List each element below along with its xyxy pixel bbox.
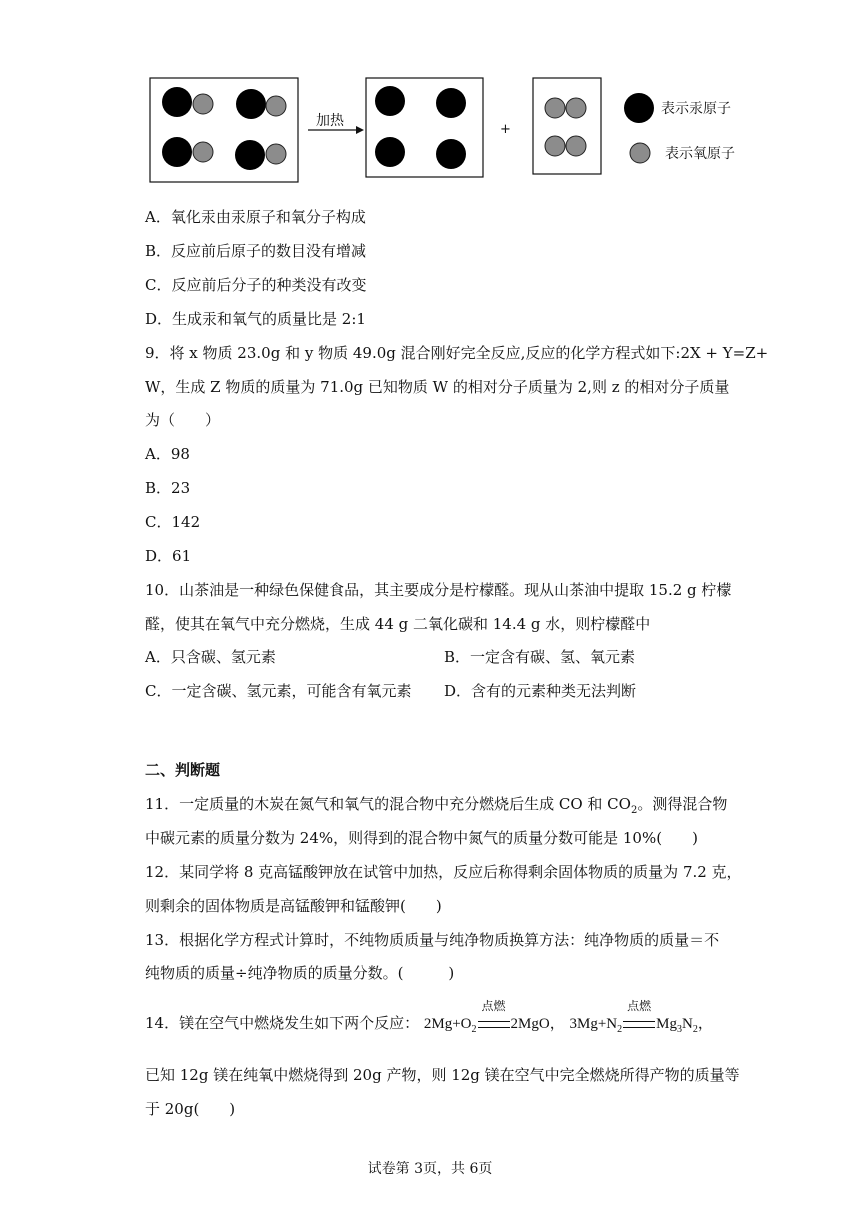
q10-option-a: A．只含碳、氢元素 (145, 648, 276, 666)
mercury-atom (436, 88, 466, 118)
oxygen-molecule (545, 98, 586, 118)
hgo-molecule (236, 89, 286, 119)
q9-stem-line2: W，生成 Z 物质的质量为 71.0g 已知物质 W 的相对分子质量为 2,则 z 的相对分子质量 (145, 378, 730, 396)
legend-mercury-label: 表示汞原子 (661, 101, 731, 117)
q9-option-a: A．98 (145, 445, 190, 463)
q14-stem-line3: 于 20g( ) (145, 1100, 236, 1118)
q9-stem-line1: 9．将 x 物质 23.0g 和 y 物质 49.0g 混合刚好完全反应,反应的化学方程式如下:2X + Y=Z+ (145, 344, 769, 362)
q8-option-c: C．反应前后分子的种类没有改变 (145, 276, 367, 294)
hgo-molecule (162, 137, 213, 167)
q10-stem-line2: 醛，使其在氧气中充分燃烧，生成 44 g 二氧化碳和 14.4 g 水，则柠檬醛中 (145, 615, 651, 633)
mercury-atom (436, 139, 466, 169)
q8-option-d: D．生成汞和氧气的质量比是 2:1 (145, 310, 366, 328)
hgo-molecule (235, 140, 286, 170)
q12-stem-line2: 则剩余的固体物质是高锰酸钾和锰酸钾( ) (145, 897, 442, 915)
q13-stem-line1: 13．根据化学方程式计算时，不纯物质质量与纯净物质换算方法：纯净物质的质量＝不 (145, 931, 720, 949)
legend-oxygen-label: 表示氧原子 (665, 146, 735, 162)
q14-stem-line2: 已知 12g 镁在纯氧中燃烧得到 20g 产物，则 12g 镁在空气中完全燃烧所得产物的质量等 (145, 1066, 740, 1084)
q11-stem-line1: 11．一定质量的木炭在氮气和氧气的混合物中充分燃烧后生成 CO 和 $CO_2$。测得混合物 (145, 795, 728, 816)
q13-stem-line2: 纯物质的质量÷纯净物质的质量分数。( ) (145, 964, 455, 982)
hgo-molecule (162, 87, 213, 117)
q9-option-c: C．142 (145, 513, 201, 531)
legend-oxygen-icon (630, 143, 650, 163)
q10-option-c: C．一定含碳、氢元素，可能含有氧元素 (145, 682, 412, 700)
q8-option-a: A．氧化汞由汞原子和氧分子构成 (145, 208, 366, 226)
q8-option-b: B．反应前后原子的数目没有增减 (145, 242, 367, 260)
q9-option-d: D．61 (145, 547, 192, 565)
q9-stem-line3: 为（ ） (145, 411, 221, 429)
equation-1: $2Mg+O_2$ 点燃 2MgO (423, 999, 550, 1035)
mercury-oxide-decomposition-diagram (0, 0, 860, 200)
mercury-atom (375, 137, 405, 167)
oxygen-box (533, 78, 601, 174)
mercury-atom (375, 86, 405, 116)
q10-option-d: D．含有的元素种类无法判断 (444, 682, 637, 700)
legend-mercury-icon (624, 93, 654, 123)
q10-option-b: B．一定含有碳、氢、氧元素 (444, 648, 636, 666)
plus-sign: + (500, 122, 511, 137)
q11-stem-line2: 中碳元素的质量分数为 24%，则得到的混合物中氮气的质量分数可能是 10%( ) (145, 829, 698, 847)
oxygen-molecule (545, 136, 586, 156)
equation-2: $3Mg+N_2$ 点燃 $Mg_3N_2$ (569, 999, 698, 1035)
q12-stem-line1: 12．某同学将 8 克高锰酸钾放在试管中加热，反应后称得剩余固体物质的质量为 7.2 克， (145, 863, 742, 881)
q14-stem-line1: 14．镁在空气中燃烧发生如下两个反应： $2Mg+O_2$ 点燃 2MgO， $3Mg+N_2$ 点燃 $Mg_3N_2$， (145, 999, 713, 1035)
page-footer: 试卷第 3页，共 6页 (367, 1161, 493, 1177)
q10-stem-line1: 10．山茶油是一种绿色保健食品，其主要成分是柠檬醛。现从山茶油中提取 15.2 g 柠檬 (145, 581, 732, 599)
section-title: 二、判断题 (145, 761, 221, 779)
arrow-label: 加热 (316, 113, 344, 129)
q9-option-b: B．23 (145, 479, 191, 497)
